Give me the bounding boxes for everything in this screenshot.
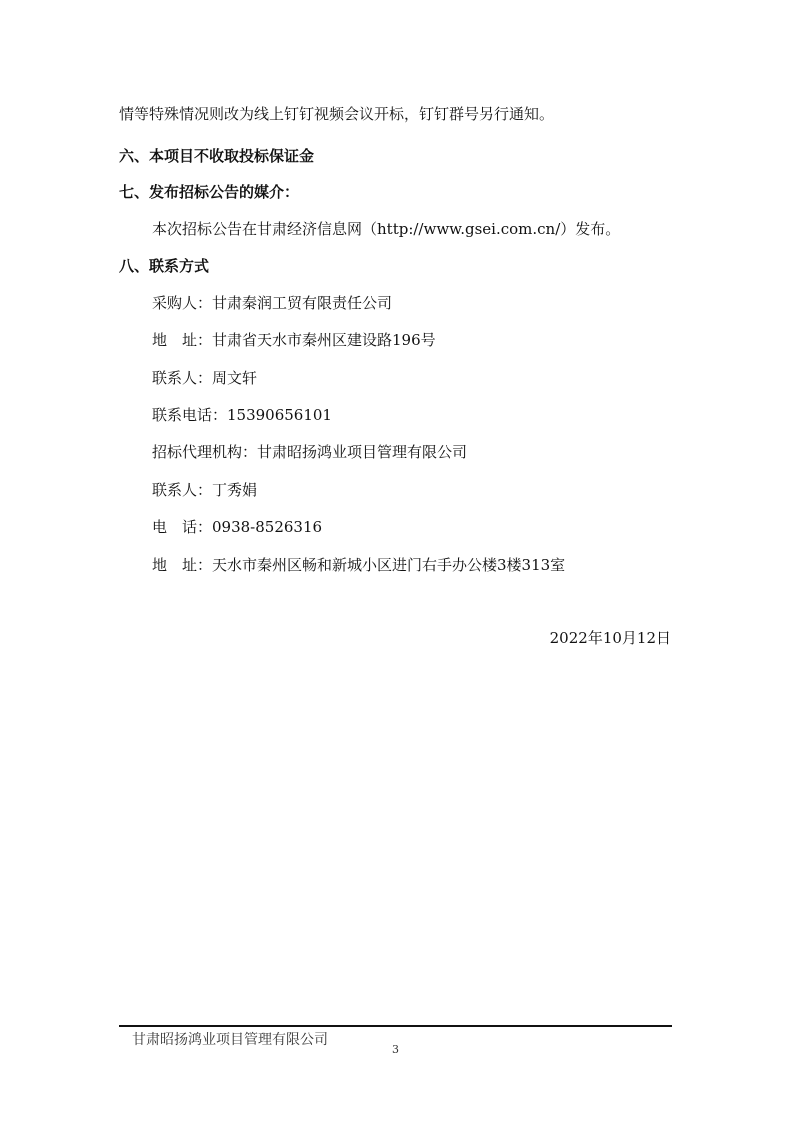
contact-purchaser-address: 地 址：甘肃省天水市秦州区建设路196号: [152, 331, 436, 349]
section-8-heading: 八、联系方式: [119, 257, 210, 275]
footer-company: 甘肃昭扬鸿业项目管理有限公司: [132, 1032, 328, 1048]
continuation-paragraph: 情等特殊情况则改为线上钉钉视频会议开标，钉钉群号另行通知。: [119, 105, 555, 123]
contact-agency-address: 地 址：天水市秦州区畅和新城小区进门右手办公楼3楼313室: [152, 556, 566, 574]
section-7-text: 本次招标公告在甘肃经济信息网（http://www.gsei.com.cn/）发布。: [152, 220, 621, 238]
contact-agency: 招标代理机构：甘肃昭扬鸿业项目管理有限公司: [152, 443, 468, 461]
contact-purchaser: 采购人：甘肃秦润工贸有限责任公司: [152, 294, 393, 312]
page-number: 3: [392, 1043, 399, 1056]
contact-purchaser-person: 联系人：周文轩: [152, 369, 258, 387]
contact-agency-phone: 电 话：0938-8526316: [152, 518, 323, 536]
footer-divider: [119, 1025, 672, 1027]
section-7-heading: 七、发布招标公告的媒介：: [119, 183, 300, 201]
contact-agency-person: 联系人：丁秀娟: [152, 481, 258, 499]
contact-purchaser-phone: 联系电话：15390656101: [152, 406, 332, 424]
section-6-heading: 六、本项目不收取投标保证金: [119, 147, 315, 165]
document-date: 2022年10月12日: [549, 629, 671, 647]
